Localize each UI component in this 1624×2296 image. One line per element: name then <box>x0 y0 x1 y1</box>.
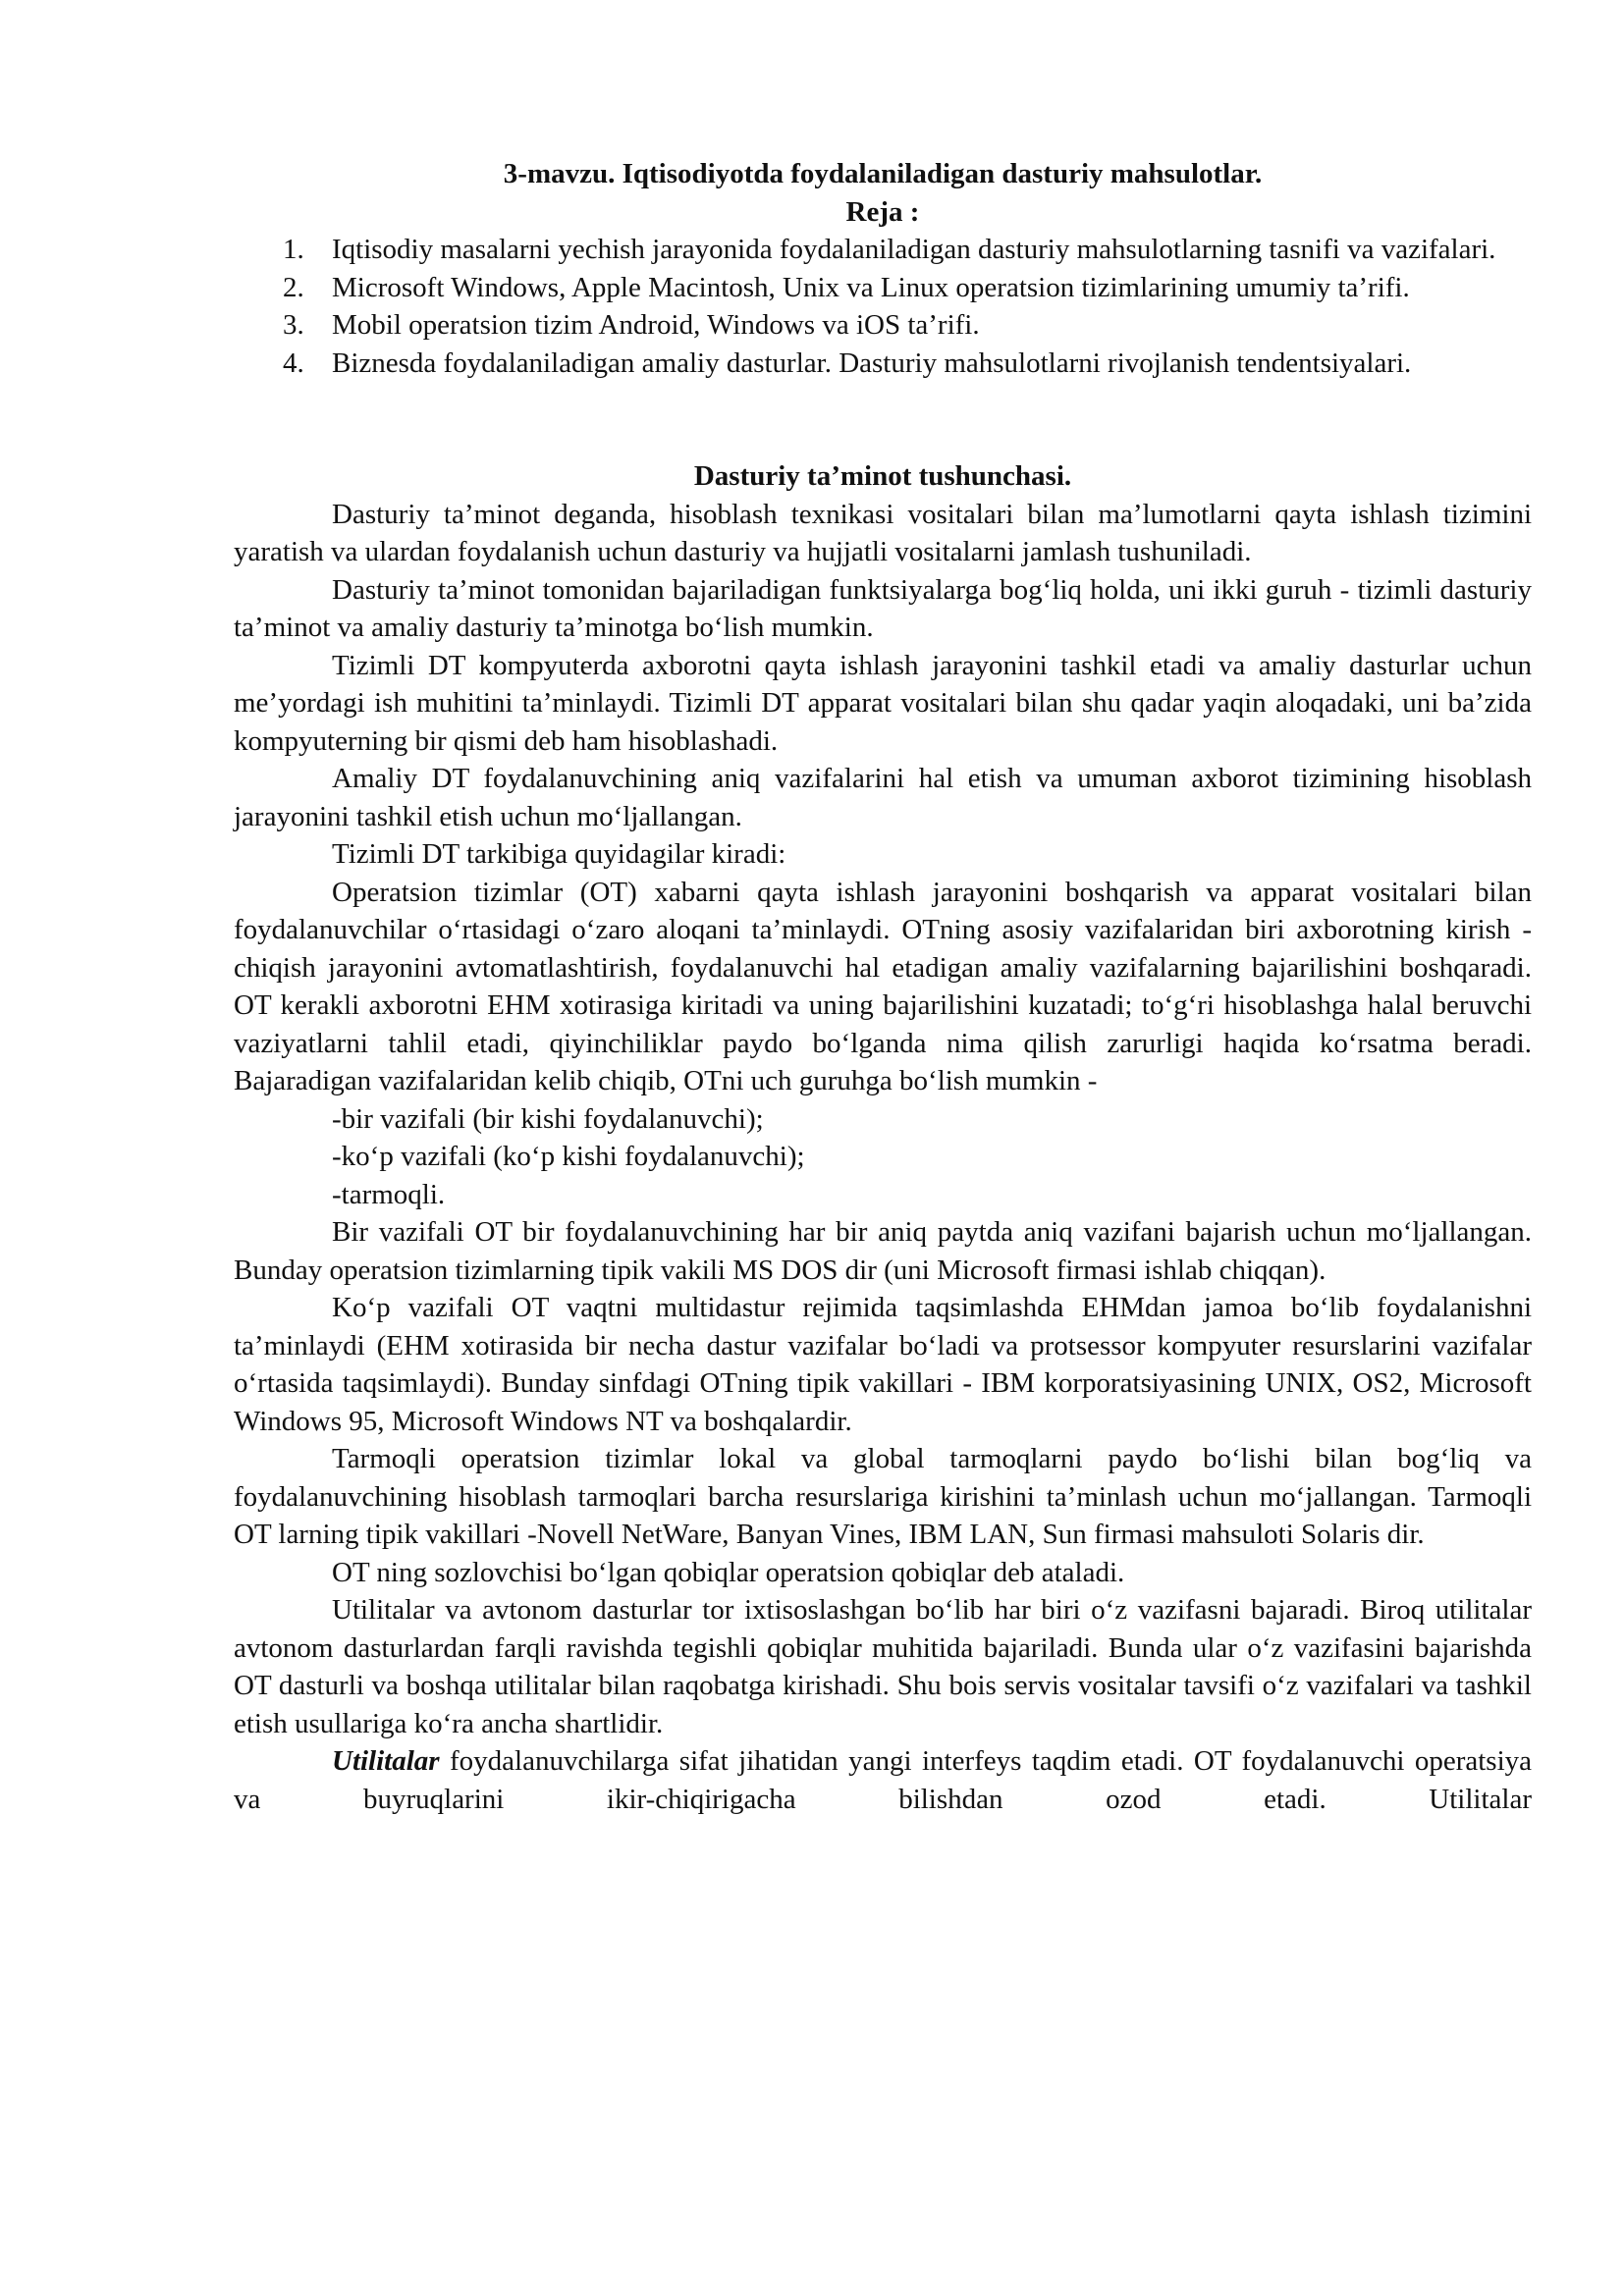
section-title: Dasturiy ta’minot tushunchasi. <box>693 460 1072 492</box>
plan-item-number: 1. <box>283 234 304 265</box>
plan-item-text: Biznesda foydalaniladigan amaliy dasturlar. Dasturiy mahsulotlarni rivojlanish tendentsiyalari. <box>332 347 1412 379</box>
plan-item <box>283 345 1532 383</box>
emphasis-term: Utilitalar <box>332 1745 440 1777</box>
document-title: 3-mavzu. Iqtisodiyotda foydalaniladigan dasturiy mahsulotlar. <box>503 158 1263 189</box>
plan-item <box>283 269 1532 307</box>
plan-item-number: 2. <box>283 271 304 303</box>
plan-item-number: 3. <box>283 309 304 341</box>
paragraph: Tizimli DT tarkibiga quyidagilar kiradi: <box>332 838 786 870</box>
paragraph: Utilitalar va avtonom dasturlar tor ixtisoslashgan bo‘lib har biri o‘z vazifasni bajaradi. Biroq utilitalar avtonom dasturlardan farqli ravishda tegishli qobiqlar muhitida bajariladi. Bunda ular o‘z vazifasini bajarishda OT dasturli va boshqa utilitalar bilan raqobatga kirishadi. Shu bois servis vositalar tavsifi o‘z vazifalari va tashkil etish usullariga ko‘ra ancha shartlidir. <box>234 1594 1532 1739</box>
paragraph: OT ning sozlovchisi bo‘lgan qobiqlar operatsion qobiqlar deb ataladi. <box>332 1556 1125 1588</box>
paragraph: Tarmoqli operatsion tizimlar lokal va global tarmoqlarni paydo bo‘lishi bilan bog‘liq va foydalanuvchining hisoblash tarmoqlari barcha resurslariga kirishini ta’minlash uchun mo‘jallangan. Tarmoqli OT larning tipik vakillari -Novell NetWare, Banyan Vines, IBM LAN, Sun firmasi mahsuloti Solaris dir. <box>234 1443 1532 1550</box>
paragraph: Dasturiy ta’minot deganda, hisoblash texnikasi vositalari bilan ma’lumotlarni qayta ishlash tizimini yaratish va ulardan foydalanish uchun dasturiy va hujjatli vositalarni jamlash tushuniladi. <box>234 498 1532 567</box>
paragraph: Amaliy DT foydalanuvchining aniq vazifalarini hal etish va umuman axborot tizimining hisoblash jarayonini tashkil etish uchun mo‘ljallangan. <box>234 763 1532 832</box>
plan-item-text: Iqtisodiy masalarni yechish jarayonida foydalaniladigan dasturiy mahsulotlarning tasnifi va vazifalari. <box>332 234 1496 265</box>
paragraph: Dasturiy ta’minot tomonidan bajariladigan funktsiyalarga bog‘liq holda, uni ikki guruh - tizimli dasturiy ta’minot va amaliy dasturiy ta’minotga bo‘lish mumkin. <box>234 573 1532 643</box>
paragraph-text: foydalanuvchilarga sifat jihatidan yangi interfeys taqdim etadi. OT foydalanuvchi operatsiya va buyruqlarini ikir-chiqirigacha bilishdan ozod etadi. Utilitalar <box>234 1745 1532 1815</box>
list-line: -tarmoqli. <box>332 1178 446 1210</box>
plan-item <box>283 306 1532 345</box>
plan-heading: Reja : <box>845 195 920 228</box>
list-line: -bir vazifali (bir kishi foydalanuvchi); <box>332 1102 764 1135</box>
plan-item <box>283 231 1532 269</box>
paragraph: Bir vazifali OT bir foydalanuvchining har bir aniq paytda aniq vazifani bajarish uchun mo‘ljallangan. Bunday operatsion tizimlarning tipik vakili MS DOS dir (uni Microsoft firmasi ishlab chiqqan). <box>234 1216 1532 1286</box>
paragraph: Ko‘p vazifali OT vaqtni multidastur rejimida taqsimlashda EHMdan jamoa bo‘lib foydalanishni ta’minlaydi (EHM xotirasida bir necha dastur vazifalar bo‘ladi va protsessor kompyuter resurslarini vazifalar o‘rtasida taqsimlaydi). Bunday sinfdagi OTning tipik vakillari - IBM korporatsiyasining UNIX, OS2, Microsoft Windows 95, Microsoft Windows NT va boshqalardir. <box>234 1292 1532 1437</box>
paragraph: Tizimli DT kompyuterda axborotni qayta ishlash jarayonini tashkil etadi va amaliy dasturlar uchun me’yordagi ish muhitini ta’minlaydi. Tizimli DT apparat vositalari bilan shu qadar yaqin aloqadaki, uni ba’zida kompyuterning bir qismi deb ham hisoblashadi. <box>234 649 1532 757</box>
plan-item-text: Mobil operatsion tizim Android, Windows va iOS ta’rifi. <box>332 309 980 341</box>
plan-list <box>234 231 1532 382</box>
plan-item-number: 4. <box>283 347 304 379</box>
paragraph-utilitalar <box>234 1742 1532 1818</box>
list-line: -ko‘p vazifali (ko‘p kishi foydalanuvchi); <box>332 1141 805 1172</box>
section-gap <box>234 382 1532 457</box>
paragraph: Operatsion tizimlar (OT) xabarni qayta ishlash jarayonini boshqarish va apparat vositalari bilan foydalanuvchilar o‘rtasidagi o‘zaro aloqani ta’minlaydi. OTning asosiy vazifalaridan biri axborotning kirish - chiqish jarayonini avtomatlashtirish, foydalanuvchi hal etadigan amaliy vazifalarning bajarilishini boshqaradi. OT kerakli axborotni EHM xotirasiga kiritadi va uning bajarilishini kuzatadi; to‘g‘ri hisoblashga halal beruvchi vaziyatlarni tahlil etadi, qiyinchiliklar paydo bo‘lganda nima qilish zarurligi haqida ko‘rsatma beradi. Bajaradigan vazifalaridan kelib chiqib, OTni uch guruhga bo‘lish mumkin - <box>234 876 1532 1096</box>
plan-item-text: Microsoft Windows, Apple Macintosh, Unix va Linux operatsion tizimlarining umumiy ta’rifi. <box>332 271 1410 303</box>
